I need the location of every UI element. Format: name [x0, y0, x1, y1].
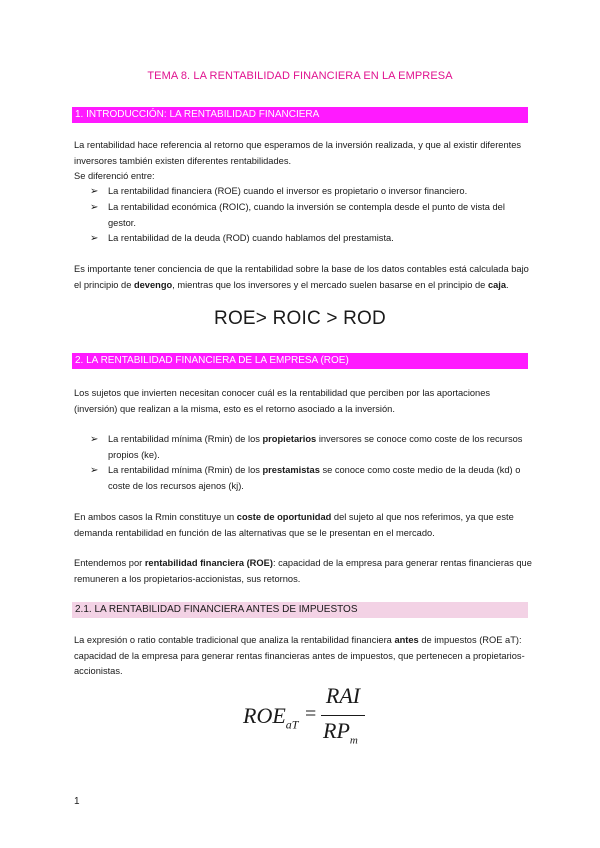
formula-roe-roic-rod: ROE> ROIC > ROD [214, 308, 386, 329]
list-item-text: La rentabilidad de la deuda (ROD) cuando hablamos del prestamista. [108, 233, 394, 243]
subsection-heading-2-1: 2.1. LA RENTABILIDAD FINANCIERA ANTES DE IMPUESTOS [72, 602, 528, 618]
list-item [90, 200, 530, 231]
paragraph: Los sujetos que invierten necesitan conocer cuál es la rentabilidad que perciben por las aportaciones (inversión) que realizan a la misma, esto es el retorno asociado a la inversión. [74, 388, 491, 414]
list-item [90, 231, 530, 247]
formula-roe-at [243, 683, 373, 753]
arrow-bullet-icon: ➢ [90, 233, 99, 244]
list-item [90, 432, 530, 463]
list-item-text: La rentabilidad financiera (ROE) cuando el inversor es propietario o inversor financiero. [108, 186, 468, 196]
formula-numerator: RAI [325, 683, 361, 708]
section-heading-2: 2. LA RENTABILIDAD FINANCIERA DE LA EMPRESA (ROE) [72, 353, 528, 369]
arrow-bullet-icon: ➢ [90, 434, 99, 445]
paragraph: Es importante tener conciencia de que la rentabilidad sobre la base de los datos contables está calculada bajo el principio de devengo, mientras que los inversores y el mercado suelen basarse en el principio de caja. [74, 264, 529, 290]
list-item-text: La rentabilidad mínima (Rmin) de los prestamistas se conoce como coste medio de la deuda (kd) o coste de los recursos ajenos (kj). [108, 465, 521, 491]
paragraph: Se diferenció entre: [74, 171, 155, 181]
list-item-text: La rentabilidad económica (ROIC), cuando la inversión se contempla desde el punto de vista del gestor. [108, 202, 505, 228]
formula-denominator: $RP_m$ [323, 718, 358, 747]
formula-lhs: $ROE_{aT}$ [243, 703, 299, 732]
list-item [90, 184, 530, 200]
document-title: TEMA 8. LA RENTABILIDAD FINANCIERA EN LA EMPRESA [147, 70, 453, 82]
formula-equals: = [305, 703, 317, 725]
arrow-bullet-icon: ➢ [90, 186, 99, 197]
fraction-bar [321, 715, 365, 716]
paragraph: Entendemos por rentabilidad financiera (ROE): capacidad de la empresa para generar rentas financieras que remuneren a los propietarios-accionistas, sus retornos. [74, 558, 532, 584]
section-heading-1: 1. INTRODUCCIÓN: LA RENTABILIDAD FINANCIERA [72, 107, 528, 123]
paragraph: La rentabilidad hace referencia al retorno que esperamos de la inversión realizada, y que al existir diferentes inversores también existen diferentes rentabilidades. [74, 140, 522, 166]
paragraph: En ambos casos la Rmin constituye un coste de oportunidad del sujeto al que nos referimos, ya que este demanda rentabilidad en función de las alternativas que se le presentan en el mercado. [74, 512, 514, 538]
list-item-text: La rentabilidad mínima (Rmin) de los propietarios inversores se conoce como coste de los recursos propios (ke). [108, 434, 523, 460]
page-number: 1 [74, 796, 80, 807]
arrow-bullet-icon: ➢ [90, 465, 99, 476]
list-item [90, 463, 530, 494]
arrow-bullet-icon: ➢ [90, 202, 99, 213]
paragraph: La expresión o ratio contable tradicional que analiza la rentabilidad financiera antes de impuestos (ROE aT): capacidad de la empresa para generar rentas financieras antes de impuestos, que pertenecen a propietarios-accionistas. [74, 635, 525, 676]
